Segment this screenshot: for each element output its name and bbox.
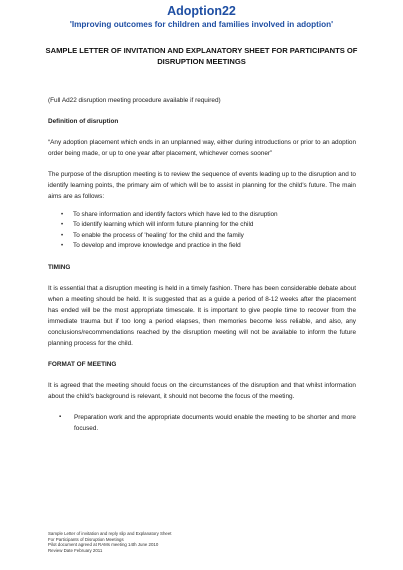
tagline-rest: outcomes for children and families involved in adoption' xyxy=(111,20,334,29)
footer-line: Pilot document agreed at RAMs meeting 14th June 2010 xyxy=(48,542,159,548)
format-text: It is agreed that the meeting should focus on the circumstances of the disruption and that whilst information about the child's background is relevant, it should not become the focus of the meeting. xyxy=(48,381,356,400)
bullet-dot-icon: • xyxy=(61,212,64,218)
timing-heading: TIMING xyxy=(48,263,71,271)
list-item: • To identify learning which will inform future planning for the child xyxy=(48,220,356,230)
bullet-dot-icon: • xyxy=(61,243,64,250)
timing-text: It is essential that a disruption meeting is held in a timely fashion. There has been considerable debate about when a meeting should be held. It is suggested that as a guide a period of 8-12 weeks after the placement has ended will be the most appropriate timescale. It is important to give people time to recover from the immediate trauma but if too long a period elapses, then memories become less reliable, and also, any conclusions/recommendations reached by the disruption meeting will not be available to inform the future planning process for the child. xyxy=(48,284,356,347)
bullet-dot-icon: • xyxy=(61,222,64,229)
footer-line: Sample Letter of invitation and reply slip and Explanatory Sheet xyxy=(48,531,172,536)
definition-text: “Any adoption placement which ends in an unplanned way, either during introductions or prior to an adoption order being made, or up to one year after placement, whichever comes sooner” xyxy=(48,139,356,157)
letterhead xyxy=(0,0,403,30)
footer-line: For Participants of Disruption Meetings xyxy=(48,536,124,542)
document-body xyxy=(48,95,356,442)
document-footer xyxy=(48,531,172,553)
purpose-text: The purpose of the disruption meeting is to review the sequence of events leading up to the disruption and to identify learning points, the primary aim of which will be to assist in planning for the child's future. The main aims are as follows: xyxy=(48,171,356,200)
organisation-tagline xyxy=(0,19,403,30)
intro-note: (Full Ad22 disruption meeting procedure available if required) xyxy=(48,97,221,104)
organisation-name: Adoption22 xyxy=(167,4,236,18)
list-item: • To develop and improve knowledge and practice in the field xyxy=(48,241,356,251)
bullet-dot-icon: • xyxy=(61,232,64,239)
list-item: ▪ Preparation work and the appropriate documents would enable the meeting to be shorter and more focused. xyxy=(59,413,356,432)
list-item: • To enable the process of 'healing' for the child and the family xyxy=(48,231,356,241)
definition-heading: Definition of disruption xyxy=(48,118,119,125)
format-heading: FORMAT OF MEETING xyxy=(48,360,117,368)
document-title: SAMPLE LETTER OF INVITATION AND EXPLANATORY SHEET FOR PARTICIPANTS OF DISRUPTION MEETINGS xyxy=(45,46,358,66)
square-bullet-icon: ▪ xyxy=(59,413,62,420)
tagline-prefix: 'Improving xyxy=(69,20,112,29)
purpose-bullet-list xyxy=(48,210,356,252)
footer-line: Review Date February 2011 xyxy=(48,547,103,553)
list-item: • To share information and identify factors which have led to the disruption xyxy=(48,210,356,220)
